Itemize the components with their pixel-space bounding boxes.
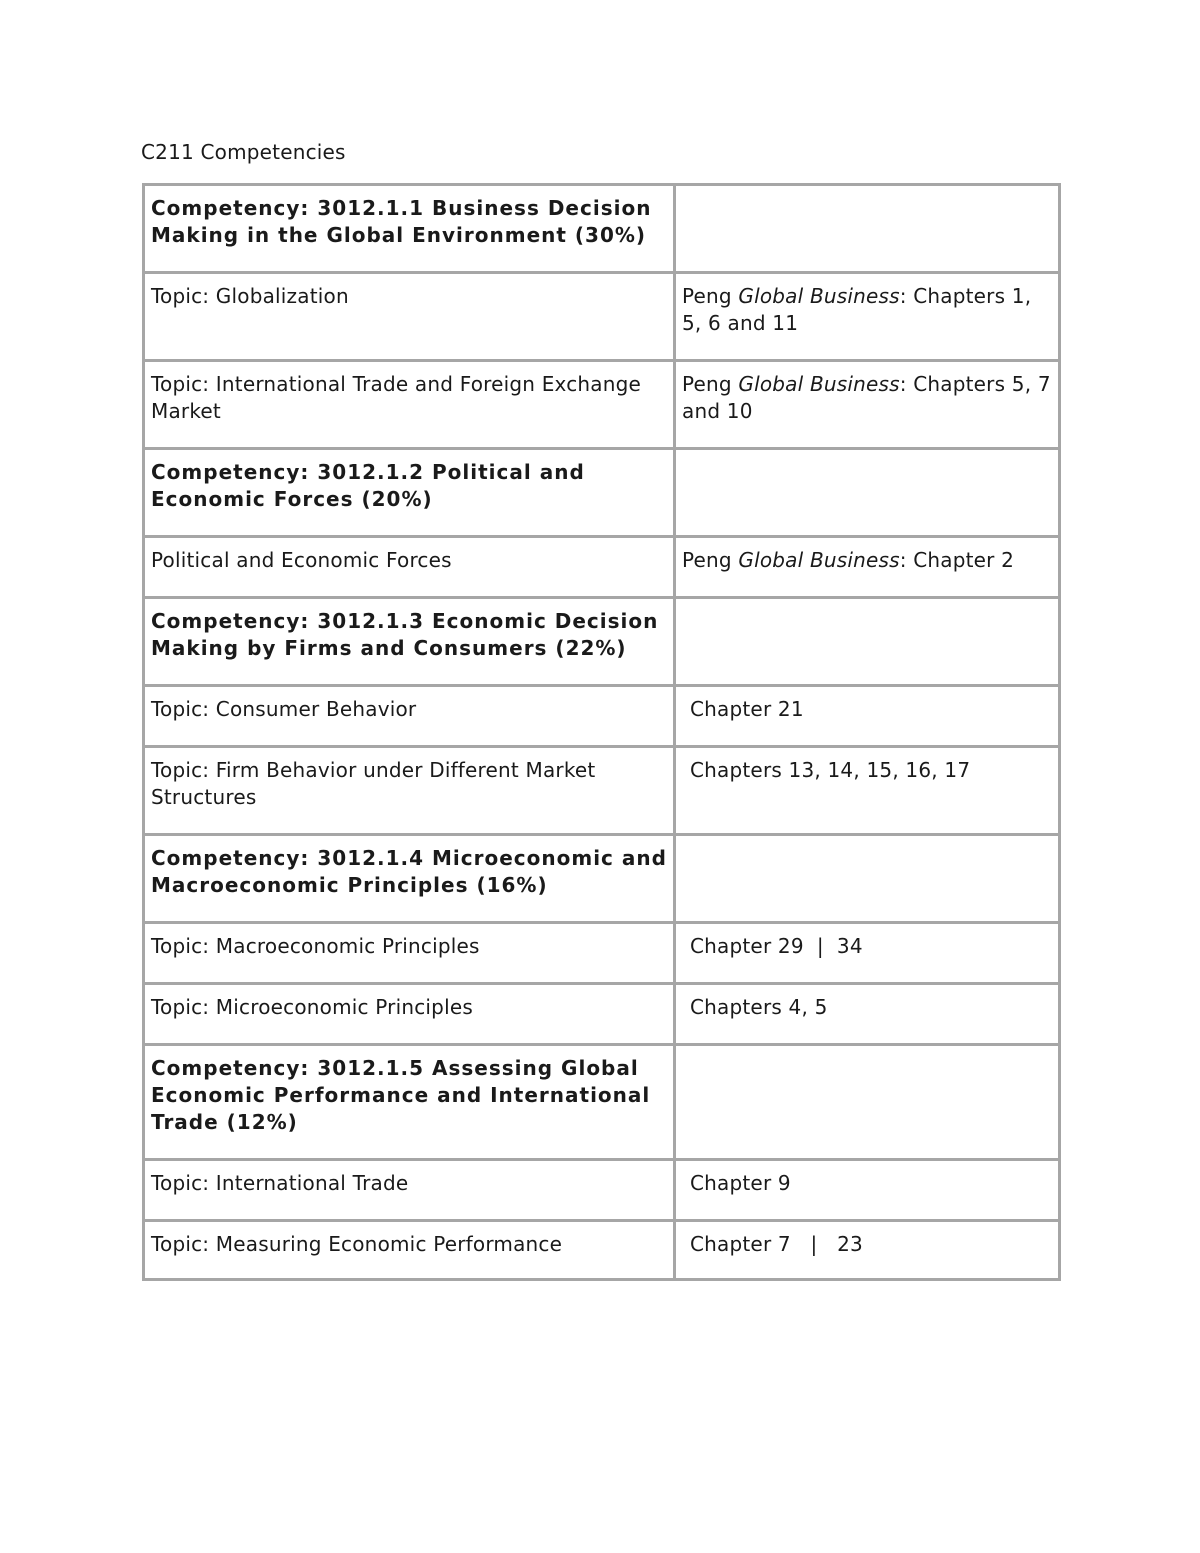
topic-title: Topic: Firm Behavior under Different Market Structures bbox=[144, 747, 675, 835]
topic-title: Topic: Globalization bbox=[144, 273, 675, 361]
topic-title: Topic: Microeconomic Principles bbox=[144, 984, 675, 1045]
competency-reference-cell bbox=[675, 1045, 1060, 1160]
topic-reference: Chapter 21 bbox=[675, 686, 1060, 747]
competency-row bbox=[144, 598, 1060, 686]
competency-reference-cell bbox=[675, 449, 1060, 537]
competency-title: Competency: 3012.1.5 Assessing Global Economic Performance and International Trade (12%) bbox=[144, 1045, 675, 1160]
competency-title: Competency: 3012.1.4 Microeconomic and Macroeconomic Principles (16%) bbox=[144, 835, 675, 923]
competency-reference-cell bbox=[675, 185, 1060, 273]
topic-reference: Chapter 9 bbox=[675, 1160, 1060, 1221]
topic-row bbox=[144, 984, 1060, 1045]
topic-row bbox=[144, 686, 1060, 747]
competency-title: Competency: 3012.1.2 Political and Economic Forces (20%) bbox=[144, 449, 675, 537]
competency-row bbox=[144, 449, 1060, 537]
topic-reference: Chapter 29 | 34 bbox=[675, 923, 1060, 984]
competency-title: Competency: 3012.1.1 Business Decision Making in the Global Environment (30%) bbox=[144, 185, 675, 273]
topic-row bbox=[144, 1160, 1060, 1221]
reference-author: Peng bbox=[682, 284, 739, 308]
topic-row bbox=[144, 747, 1060, 835]
topic-title: Topic: Measuring Economic Performance bbox=[144, 1221, 675, 1280]
topic-reference bbox=[675, 537, 1060, 598]
competency-row bbox=[144, 835, 1060, 923]
topic-row bbox=[144, 361, 1060, 449]
topic-row bbox=[144, 923, 1060, 984]
topic-reference bbox=[675, 273, 1060, 361]
reference-chapters: : Chapters 5, 7 and 10 bbox=[682, 372, 1051, 423]
topic-reference: Chapters 4, 5 bbox=[675, 984, 1060, 1045]
competency-row bbox=[144, 185, 1060, 273]
reference-chapters: : Chapter 2 bbox=[899, 548, 1015, 572]
competency-table bbox=[142, 183, 1061, 1281]
topic-reference: Chapters 13, 14, 15, 16, 17 bbox=[675, 747, 1060, 835]
reference-book-title: Global Business bbox=[738, 284, 900, 308]
topic-title: Topic: Macroeconomic Principles bbox=[144, 923, 675, 984]
reference-author: Peng bbox=[682, 372, 739, 396]
topic-title: Political and Economic Forces bbox=[144, 537, 675, 598]
topic-title: Topic: Consumer Behavior bbox=[144, 686, 675, 747]
page-title: C211 Competencies bbox=[141, 140, 346, 164]
topic-title: Topic: International Trade bbox=[144, 1160, 675, 1221]
topic-title: Topic: International Trade and Foreign Exchange Market bbox=[144, 361, 675, 449]
reference-chapters: : Chapters 1, 5, 6 and 11 bbox=[682, 284, 1032, 335]
reference-book-title: Global Business bbox=[738, 372, 900, 396]
topic-row bbox=[144, 537, 1060, 598]
competency-reference-cell bbox=[675, 598, 1060, 686]
topic-reference: Chapter 7 | 23 bbox=[675, 1221, 1060, 1280]
reference-author: Peng bbox=[682, 548, 739, 572]
topic-reference bbox=[675, 361, 1060, 449]
competency-title: Competency: 3012.1.3 Economic Decision Making by Firms and Consumers (22%) bbox=[144, 598, 675, 686]
competency-reference-cell bbox=[675, 835, 1060, 923]
topic-row bbox=[144, 273, 1060, 361]
topic-row bbox=[144, 1221, 1060, 1280]
competency-row bbox=[144, 1045, 1060, 1160]
reference-book-title: Global Business bbox=[738, 548, 900, 572]
